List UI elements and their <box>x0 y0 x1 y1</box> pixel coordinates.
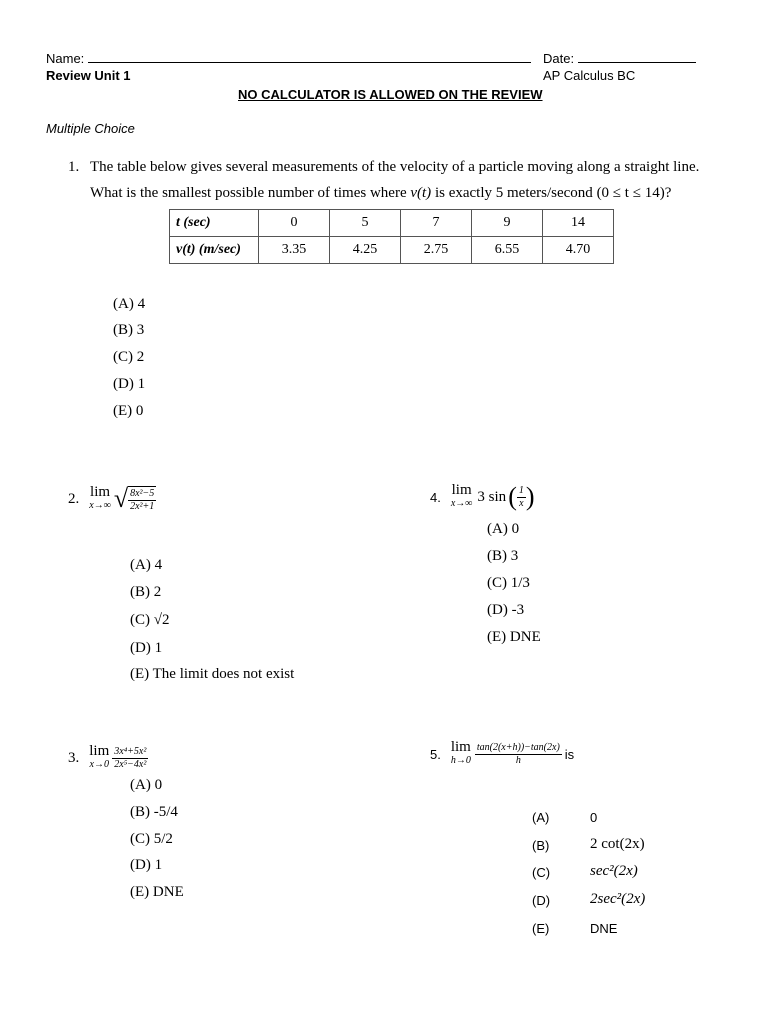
q5-fraction <box>475 742 562 767</box>
q5-letter-a[interactable]: (A) <box>532 810 550 825</box>
q5-suffix: is <box>564 746 575 762</box>
table-cell: 7 <box>401 210 472 237</box>
date-field <box>543 48 696 66</box>
q4-limit <box>451 483 473 511</box>
name-blank <box>88 48 531 63</box>
q3-option-a[interactable]: (A) 0 <box>130 777 163 793</box>
q3-option-e[interactable]: (E) DNE <box>130 884 184 900</box>
date-label: Date: <box>543 51 575 66</box>
q5-letter-d[interactable]: (D) <box>532 893 551 908</box>
q4-option-d[interactable]: (D) -3 <box>487 602 525 618</box>
name-field <box>46 48 531 66</box>
q5-answer-c: sec²(2x) <box>590 863 638 879</box>
q2-number: 2. <box>68 490 80 507</box>
sqrt-icon: √ <box>113 484 129 513</box>
q4-lim-sub: x→∞ <box>450 498 473 509</box>
q2-option-d[interactable]: (D) 1 <box>130 640 163 656</box>
q3-lim-sub: x→0 <box>89 759 109 770</box>
q5-expression <box>430 740 574 768</box>
q1-line2-end: ? <box>664 185 672 201</box>
q2-lim-word: lim <box>90 484 111 500</box>
table-cell: 14 <box>543 210 614 237</box>
q5-letter-e[interactable]: (E) <box>532 921 550 936</box>
q1-option-d[interactable]: (D) 1 <box>113 376 146 392</box>
table-header-v: v(t) (m/sec) <box>170 237 259 264</box>
q2-option-b[interactable]: (B) 2 <box>130 584 162 600</box>
q4-number: 4. <box>430 489 441 505</box>
q5-number: 5. <box>430 746 441 762</box>
q3-option-d[interactable]: (D) 1 <box>130 857 163 873</box>
q1-line1: The table below gives several measurements of the velocity of a particle moving along a straight line. <box>90 159 700 175</box>
q1-option-b[interactable]: (B) 3 <box>113 322 145 338</box>
q5-denominator: h <box>515 754 521 766</box>
q5-letter-c[interactable]: (C) <box>532 865 551 880</box>
q2-numerator: 8x²−5 <box>130 487 155 499</box>
q4-expr: 3 sin <box>477 488 507 505</box>
table-row <box>170 237 614 264</box>
q3-expression <box>68 744 148 772</box>
q2-option-a[interactable]: (A) 4 <box>130 557 163 573</box>
q3-numerator: 3x⁴+5x² <box>114 745 147 757</box>
q3-fraction <box>112 746 148 771</box>
q4-option-e[interactable]: (E) DNE <box>487 629 541 645</box>
q4-option-a[interactable]: (A) 0 <box>487 521 520 537</box>
q2-lim-sub: x→∞ <box>89 500 111 511</box>
table-cell: 0 <box>259 210 330 237</box>
name-label: Name: <box>46 51 85 66</box>
table-cell: 3.35 <box>259 237 330 264</box>
q1-option-e[interactable]: (E) 0 <box>113 403 144 419</box>
date-blank <box>578 48 696 63</box>
review-title: Review Unit 1 <box>46 68 131 83</box>
right-paren-icon: ) <box>525 482 535 511</box>
left-paren-icon: ( <box>508 482 517 511</box>
q2-option-e[interactable]: (E) The limit does not exist <box>130 666 295 682</box>
q5-answer-e: DNE <box>590 921 618 936</box>
q2-limit <box>89 485 111 513</box>
q4-option-b[interactable]: (B) 3 <box>487 548 519 564</box>
table-cell: 5 <box>330 210 401 237</box>
q3-limit <box>89 744 109 772</box>
table-cell: 4.70 <box>543 237 614 264</box>
q3-option-b[interactable]: (B) -5/4 <box>130 804 178 820</box>
q1-line2-pre: What is the smallest possible number of times where <box>90 185 411 201</box>
course-name: AP Calculus BC <box>543 68 636 83</box>
q3-option-c[interactable]: (C) 5/2 <box>130 831 173 847</box>
q1-number: 1. <box>68 159 80 175</box>
q5-answer-a: 0 <box>590 810 598 825</box>
q1-line2 <box>90 185 671 202</box>
q5-lim-word: lim <box>450 739 471 755</box>
q3-lim-word: lim <box>89 743 110 759</box>
q5-answer-d: 2sec²(2x) <box>590 891 646 907</box>
q4-expression <box>430 482 535 512</box>
velocity-table <box>169 209 614 264</box>
table-header-t: t (sec) <box>170 210 259 237</box>
q5-numerator: tan(2(x+h))−tan(2x) <box>476 741 560 753</box>
table-row <box>170 210 614 237</box>
q4-fraction <box>517 485 526 510</box>
q2-fraction <box>128 486 156 513</box>
q2-option-c[interactable]: (C) √2 <box>130 612 170 628</box>
q2-denominator: 2x²+1 <box>130 500 155 512</box>
q4-denominator: x <box>519 497 524 509</box>
q3-denominator: 2x⁵−4x² <box>114 758 147 770</box>
calculator-notice: NO CALCULATOR IS ALLOWED ON THE REVIEW <box>238 87 543 102</box>
q1-line2-range: (0 ≤ t ≤ 14) <box>596 185 665 201</box>
q5-answer-b: 2 cot(2x) <box>590 836 645 852</box>
section-title: Multiple Choice <box>46 121 135 136</box>
q1-option-c[interactable]: (C) 2 <box>113 349 145 365</box>
table-cell: 2.75 <box>401 237 472 264</box>
q1-line2-func: v(t) <box>410 185 432 201</box>
table-cell: 4.25 <box>330 237 401 264</box>
table-cell: 9 <box>472 210 543 237</box>
q1-option-a[interactable]: (A) 4 <box>113 296 146 312</box>
q4-option-c[interactable]: (C) 1/3 <box>487 575 530 591</box>
q5-limit <box>451 740 471 768</box>
q5-lim-sub: h→0 <box>450 755 471 766</box>
q4-lim-word: lim <box>451 482 472 498</box>
q4-numerator: 1 <box>518 484 524 496</box>
q2-expression <box>68 484 156 514</box>
q1-line2-mid: is exactly 5 meters/second <box>431 185 597 201</box>
q3-number: 3. <box>68 749 80 766</box>
table-cell: 6.55 <box>472 237 543 264</box>
q5-letter-b[interactable]: (B) <box>532 838 550 853</box>
